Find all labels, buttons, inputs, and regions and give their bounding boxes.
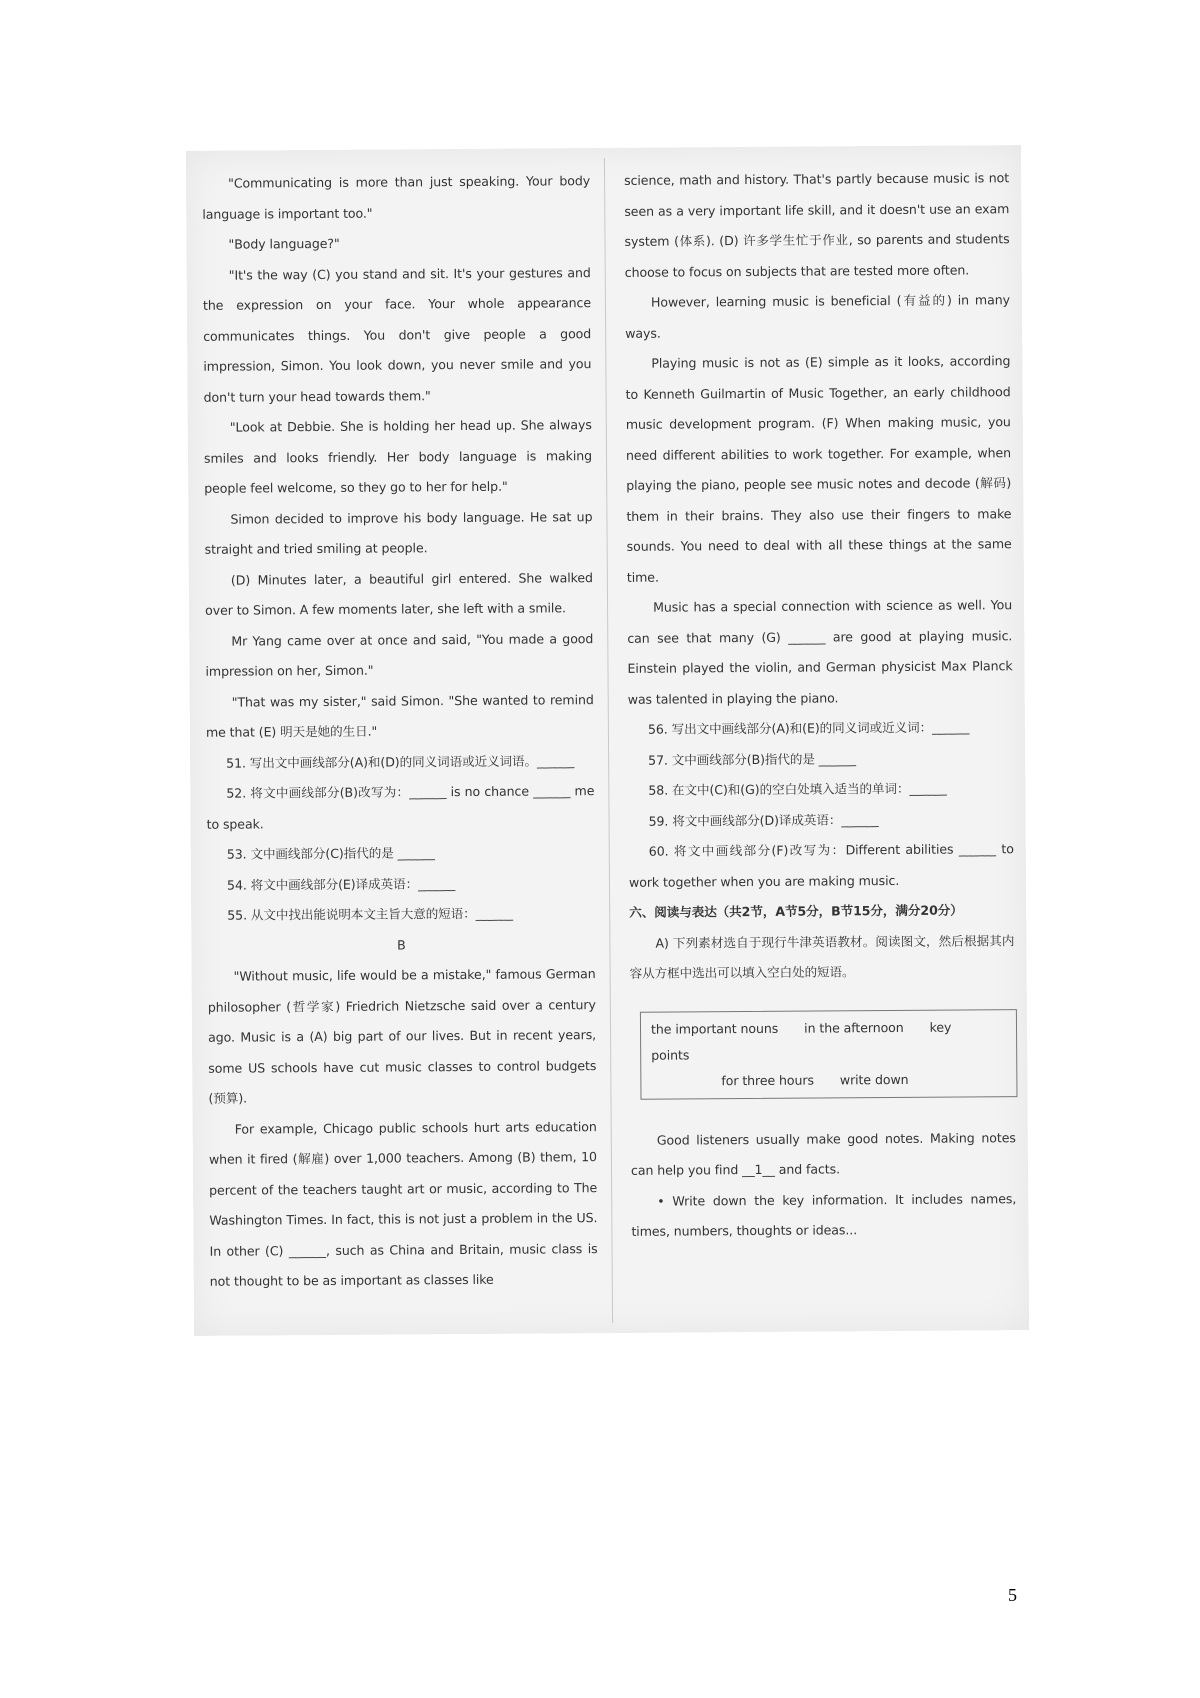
story-paragraph: (D) Minutes later, a beautiful girl entered. She walked over to Simon. A few moments later, she left with a smile. bbox=[205, 569, 593, 618]
question-56: 56. 写出文中画线部分(A)和(E)的同义词或近义词：______ bbox=[647, 719, 970, 737]
question-59: 59. 将文中画线部分(D)译成英语：______ bbox=[648, 811, 879, 829]
story-paragraph: Mr Yang came over at once and said, "You made a good impression on her, Simon." bbox=[205, 630, 594, 679]
question-51: 51. 写出文中画线部分(A)和(D)的同义词语或近义词语。______ bbox=[226, 752, 575, 771]
scanned-page bbox=[186, 145, 1029, 1336]
question-60: 60. 将文中画线部分(F)改写为：Different abilities ______ to work together when you are making music. bbox=[628, 841, 1014, 890]
passage-b-paragraph: "Without music, life would be a mistake," famous German philosopher (哲学家) Friedrich Nietzsche said over a century ago. Music is a (A) big part of our lives. But in recent years, some US schools have cut music classes to control budgets (预算). bbox=[207, 966, 597, 1106]
question-58: 58. 在文中(C)和(G)的空白处填入适当的单词：______ bbox=[648, 780, 947, 798]
passage-b-paragraph: For example, Chicago public schools hurt arts education when it fired (解雇) over 1,000 teachers. Among (B) them, 10 percent of the teachers taught art or music, according to The Washington Times. In fact, this is not just a problem in the US. In other (C) ______, such as China and Britain, music class is not thought to be as important as classes like bbox=[208, 1118, 598, 1289]
dialogue-paragraph: "Body language?" bbox=[228, 235, 340, 252]
story-paragraph: Simon decided to improve his body language. He sat up straight and tried smiling at people. bbox=[204, 508, 593, 557]
phrase-box bbox=[640, 1009, 1018, 1100]
story-paragraph: "That was my sister," said Simon. "She wanted to remind me that (E) 明天是她的生日." bbox=[205, 691, 594, 740]
phrase-item: for three hours bbox=[721, 1072, 814, 1088]
section-six-instruction: A) 下列素材选自于现行牛津英语教材。阅读图文，然后根据其内容从方框中选出可以填入空白处的短语。 bbox=[629, 932, 1015, 981]
passage-b-paragraph: science, math and history. That's partly because music is not seen as a very important life skill, and it doesn't use an exam system (体系). (D) 许多学生忙于作业, so parents and students choose to focus on subjects that are tested more often. bbox=[624, 170, 1010, 280]
section-b-heading: B bbox=[397, 936, 406, 952]
left-column bbox=[202, 166, 598, 1297]
phrase-item: the important nouns bbox=[650, 1020, 779, 1037]
phrase-item: key points bbox=[651, 1019, 952, 1063]
dialogue-paragraph: "Look at Debbie. She is holding her head up. She always smiles and looks friendly. Her body language is making people feel welcome, so they go to her for help." bbox=[203, 417, 593, 496]
question-53: 53. 文中画线部分(C)指代的是 ______ bbox=[226, 845, 435, 862]
passage-b-paragraph: However, learning music is beneficial (有益的) in many ways. bbox=[625, 292, 1010, 341]
notes-bullet: • Write down the key information. It includes names, times, numbers, thoughts or ideas... bbox=[631, 1190, 1017, 1239]
passage-b-paragraph: Music has a special connection with science as well. You can see that many (G) ______ are good at playing music. Einstein played the violin, and German physicist Max Planck was talented in playing the piano. bbox=[627, 597, 1013, 707]
question-57: 57. 文中画线部分(B)指代的是 ______ bbox=[648, 750, 857, 768]
passage-b-paragraph: Playing music is not as (E) simple as it looks, according to Kenneth Guilmartin of Music Together, an early childhood music development program. (F) When making music, you need different abilities to work together. For example, when playing the piano, people see music notes and decode (解码) them in their brains. They also use their fingers to make sounds. You need to deal with all these things at the same time. bbox=[625, 353, 1012, 585]
question-54: 54. 将文中画线部分(E)译成英语：______ bbox=[226, 875, 456, 893]
question-52: 52. 将文中画线部分(B)改写为：______ is no chance ______ me to speak. bbox=[206, 783, 595, 832]
question-55: 55. 从文中找出能说明本文主旨大意的短语：______ bbox=[227, 905, 513, 923]
dialogue-paragraph: "It's the way (C) you stand and sit. It's your gestures and the expression on your face. Your whole appearance communicates things. You don't give people a good impression, Simon. You look down, you never smile and you don't turn your head towards them." bbox=[202, 264, 592, 405]
phrase-item: in the afternoon bbox=[804, 1019, 904, 1036]
right-column bbox=[624, 163, 1017, 1247]
page-number: 5 bbox=[1008, 1585, 1017, 1605]
section-six-heading: 六、阅读与表达（共2节，A节5分，B节15分，满分20分） bbox=[629, 902, 963, 920]
notes-paragraph: Good listeners usually make good notes. Making notes can help you find __1__ and facts. bbox=[630, 1129, 1016, 1178]
column-divider bbox=[604, 158, 613, 1323]
dialogue-paragraph: "Communicating is more than just speaking. Your body language is important too." bbox=[202, 173, 591, 222]
phrase-item: write down bbox=[839, 1071, 909, 1087]
